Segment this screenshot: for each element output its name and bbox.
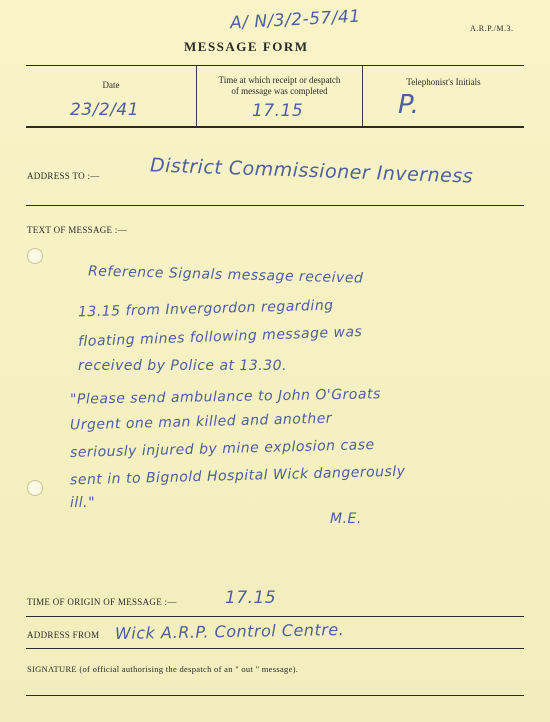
time-of-origin-value: 17.15 xyxy=(225,588,277,608)
date-value: 23/2/41 xyxy=(70,100,140,120)
address-from-label: ADDRESS FROM xyxy=(27,630,100,640)
header-bottom-rule xyxy=(26,126,524,128)
date-label: Date xyxy=(102,80,120,90)
message-line-3: floating mines following message was xyxy=(77,324,363,350)
form-title: MESSAGE FORM xyxy=(184,39,309,54)
time-of-origin-label: TIME OF ORIGIN OF MESSAGE :— xyxy=(27,597,177,607)
punch-hole-bottom xyxy=(27,480,43,496)
message-line-7: seriously injured by mine explosion case xyxy=(69,437,375,461)
column-divider-2 xyxy=(362,66,363,127)
signature-rule xyxy=(26,695,524,696)
address-to-label: ADDRESS TO :— xyxy=(27,171,100,181)
time-value: 17.15 xyxy=(252,101,304,121)
telephonist-initials: P. xyxy=(398,90,420,120)
time-of-origin-rule xyxy=(26,616,524,617)
time-label-line2: of message was completed xyxy=(231,86,328,96)
message-line-6: Urgent one man killed and another xyxy=(69,410,333,434)
message-line-2: 13.15 from Invergordon regarding xyxy=(77,297,334,321)
message-line-4: received by Police at 13.30. xyxy=(78,358,288,374)
address-to-rule xyxy=(26,205,524,206)
text-of-message-label: TEXT OF MESSAGE :— xyxy=(27,225,127,235)
time-label-line1: Time at which receipt or despatch xyxy=(218,75,341,85)
message-line-5: "Please send ambulance to John O'Groats xyxy=(69,386,381,408)
telephonist-label: Telephonist's Initials xyxy=(406,77,481,87)
form-code: A.R.P./M.3. xyxy=(470,24,514,33)
message-line-8: sent in to Bignold Hospital Wick dangerously xyxy=(69,463,406,489)
message-line-9: ill." xyxy=(70,495,96,511)
address-to-value: District Commissioner Inverness xyxy=(149,154,474,188)
address-from-rule xyxy=(26,648,524,649)
punch-hole-top xyxy=(27,248,43,264)
message-line-1: Reference Signals message received xyxy=(87,263,364,287)
time-label xyxy=(197,75,362,97)
reference-number: A/ N/3/2-57/41 xyxy=(229,6,362,34)
signature-label: SIGNATURE (of official authorising the despatch of an " out " message). xyxy=(27,664,299,674)
message-initials: M.E. xyxy=(330,511,362,527)
address-from-value: Wick A.R.P. Control Centre. xyxy=(114,620,345,643)
header-top-rule xyxy=(26,65,524,66)
